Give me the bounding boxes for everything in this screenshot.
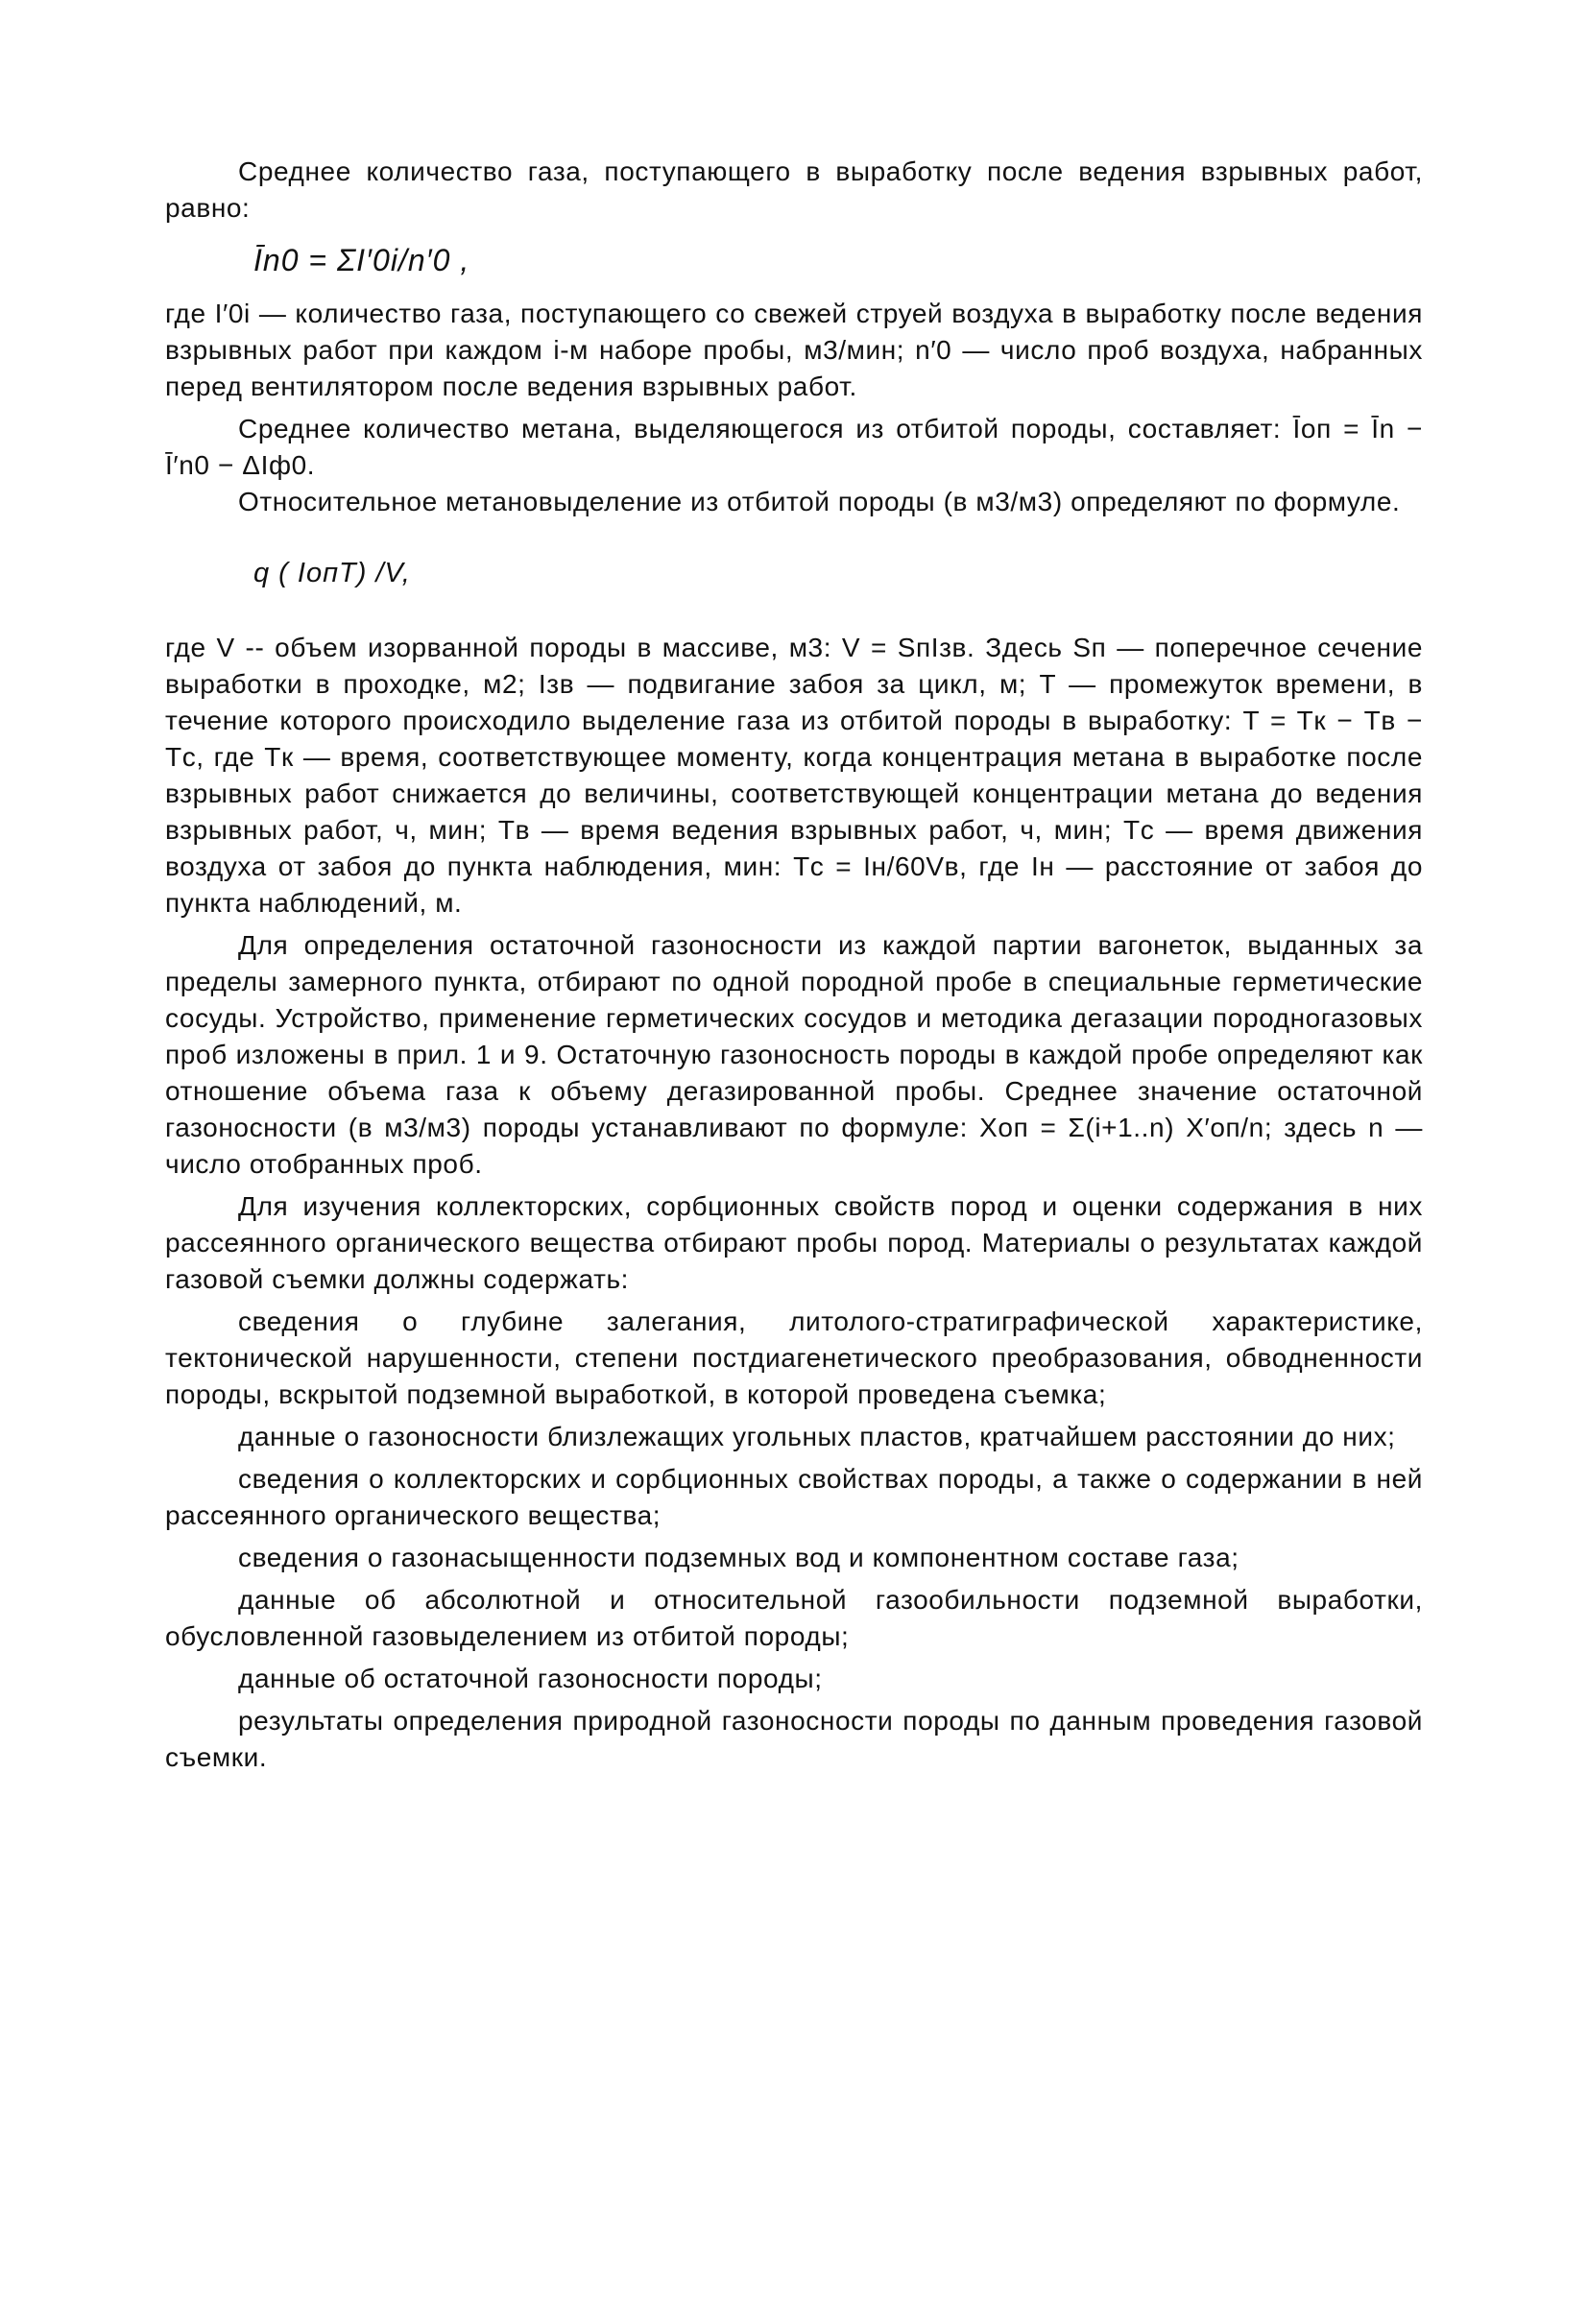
list-item: данные об остаточной газоносности породы; — [238, 1664, 823, 1693]
list-item: данные о газоносности близлежащих угольных пластов, кратчайшем расстоянии до них; — [238, 1422, 1396, 1451]
list-item: результаты определения природной газоносности породы по данным проведения газовой съемки. — [165, 1706, 1423, 1772]
paragraph-collector-properties: Для изучения коллекторских, сорбционных свойств пород и оценки содержания в них рассеянного органического вещества отбирают пробы пород. Материалы о результатах каждой газовой съемки должны содержать: — [165, 1191, 1423, 1294]
paragraph-methane-mean: Среднее количество метана, выделяющегося из отбитой породы, составляет: Īоп = Īn − Ī′n0 − ΔIф0. — [165, 414, 1423, 480]
paragraph-where-gas: где I′0i — количество газа, поступающего со свежей струей воздуха в выработку после ведения взрывных работ при каждом i-м наборе пробы, м3/мин; n′0 — число проб воздуха, набранных перед вентилятором после ведения взрывных работ. — [165, 299, 1423, 401]
list-item: сведения о коллекторских и сорбционных свойствах породы, а также о содержании в ней рассеянного органического вещества; — [165, 1464, 1423, 1530]
paragraph-relative-methane: Относительное метановыделение из отбитой породы (в м3/м3) определяют по формуле. — [238, 487, 1401, 516]
formula-mean-gas: Īn0 = ΣI′0i/n′0 , — [253, 243, 470, 277]
paragraph-where-volume: где V -- объем изорванной породы в массиве, м3: V = SпIзв. Здесь Sп — поперечное сечение выработки в проходке, м2; Iзв — подвигание забоя за цикл, м; T — промежуток времени, в течение которого происходило выделение газа из отбитой породы в выработку: T = Tк − Tв − Tс, где Tк — время, соответствующее моменту, когда концентрация метана в выработке после взрывных работ снижается до величины, соответствующей концентрации метана до ведения взрывных работ, ч, мин; Tв — время ведения взрывных работ, ч, мин; Tс — время движения воздуха от забоя до пункта наблюдения, мин: Tс = Iн/60Vв, где Iн — расстояние от забоя до пункта наблюдений, м. — [165, 633, 1423, 918]
formula-relative-methane: q ( IопT) /V, — [253, 558, 411, 588]
paragraph-intro: Среднее количество газа, поступающего в выработку после ведения взрывных работ, равно: — [165, 156, 1423, 223]
list-item: данные об абсолютной и относительной газообильности подземной выработки, обусловленной газовыделением из отбитой породы; — [165, 1585, 1423, 1651]
paragraph-residual-gas: Для определения остаточной газоносности из каждой партии вагонеток, выданных за пределы замерного пункта, отбирают по одной породной пробе в специальные герметические сосуды. Устройство, применение герметических сосудов и методика дегазации породногазовых проб изложены в прил. 1 и 9. Остаточную газоносность породы в каждой пробе определяют как отношение объема газа к объему дегазированной пробы. Среднее значение остаточной газоносности (в м3/м3) породы устанавливают по формуле: Xоп = Σ(i+1..n) X′оп/n; здесь n — число отобранных проб. — [165, 930, 1423, 1179]
list-item: сведения о глубине залегания, литолого-стратиграфической характеристике, тектонической нарушенности, степени постдиагенетического преобразования, обводненности породы, вскрытой подземной выработкой, в которой проведена съемка; — [165, 1306, 1423, 1409]
list-item: сведения о газонасыщенности подземных вод и компонентном составе газа; — [238, 1543, 1239, 1572]
document-page — [165, 154, 1423, 1776]
